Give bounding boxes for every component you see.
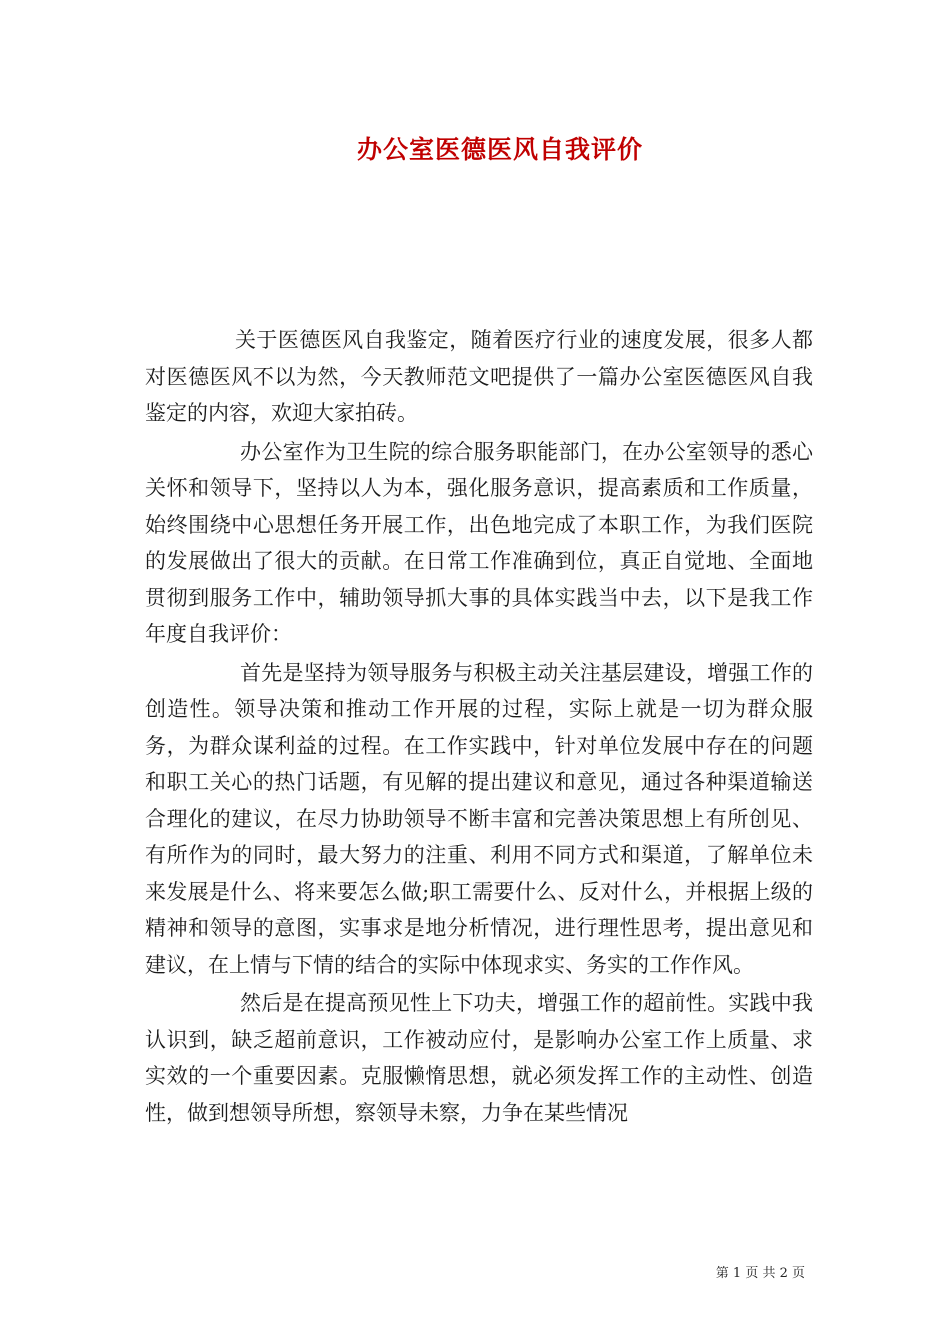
paragraph-second-point: 然后是在提高预见性上下功夫，增强工作的超前性。实践中我认识到，缺乏超前意识，工作被动应付，是影响办公室工作上质量、求实效的一个重要因素。克服懒惰思想，就必须发挥工作的主动性、创造性，做到想领导所想，察领导未察，力争在某些情况 bbox=[145, 991, 813, 1125]
document-title: 办公室医德医风自我评价 bbox=[356, 135, 643, 164]
page-number-footer: 第 1 页 共 2 页 bbox=[715, 1266, 805, 1281]
paragraph-intro: 关于医德医风自我鉴定，随着医疗行业的速度发展，很多人都对医德医风不以为然，今天教师范文吧提供了一篇办公室医德医风自我鉴定的内容，欢迎大家拍砖。 bbox=[145, 328, 813, 425]
document-body bbox=[145, 322, 813, 1133]
paragraph-office-role: 办公室作为卫生院的综合服务职能部门，在办公室领导的悉心关怀和领导下，坚持以人为本，强化服务意识，提高素质和工作质量，始终围绕中心思想任务开展工作，出色地完成了本职工作，为我们医院的发展做出了很大的贡献。在日常工作准确到位，真正自觉地、全面地贯彻到服务工作中，辅助领导抓大事的具体实践当中去，以下是我工作年度自我评价： bbox=[145, 439, 813, 646]
paragraph-first-point: 首先是坚持为领导服务与积极主动关注基层建设，增强工作的创造性。领导决策和推动工作开展的过程，实际上就是一切为群众服务，为群众谋利益的过程。在工作实践中，针对单位发展中存在的问题和职工关心的热门话题，有见解的提出建议和意见，通过各种渠道输送合理化的建议，在尽力协助领导不断丰富和完善决策思想上有所创见、有所作为的同时，最大努力的注重、利用不同方式和渠道，了解单位未来发展是什么、将来要怎么做;职工需要什么、反对什么，并根据上级的精神和领导的意图，实事求是地分析情况，进行理性思考，提出意见和建议，在上情与下情的结合的实际中体现求实、务实的工作作风。 bbox=[145, 660, 813, 977]
